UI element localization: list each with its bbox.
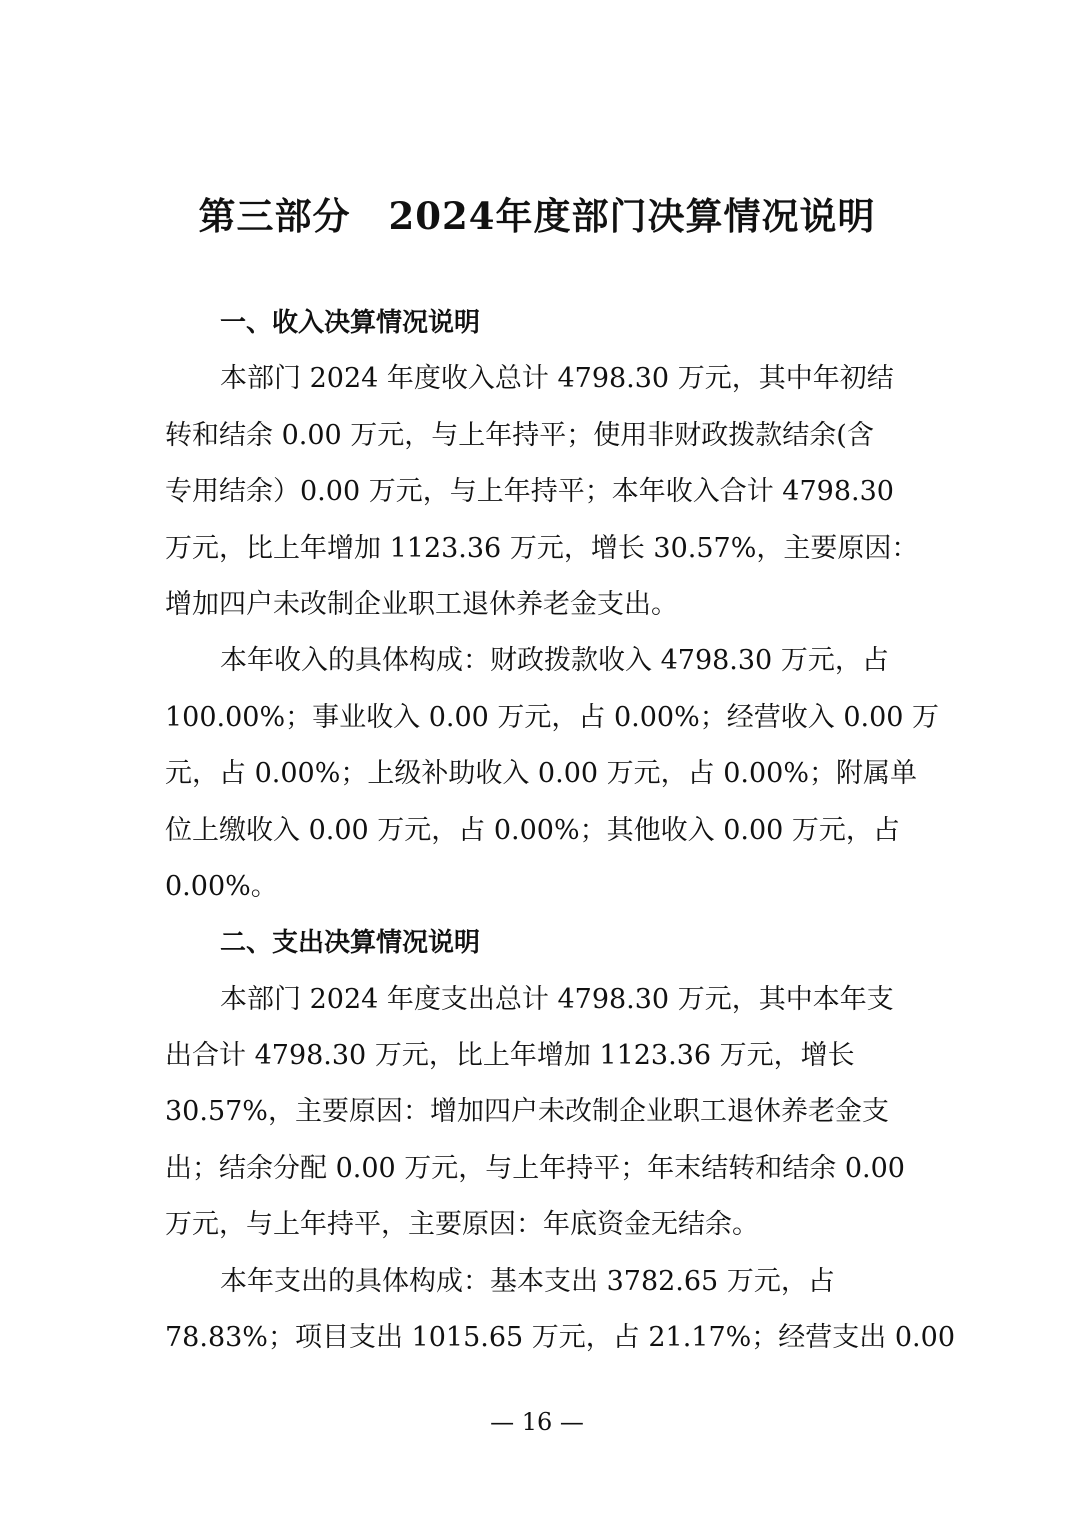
document-body (165, 295, 955, 1366)
text-line: 万元，与上年持平，主要原因：年底资金无结余。 (165, 1209, 759, 1241)
text-line: 增加四户未改制企业职工退休养老金支出。 (165, 588, 678, 620)
text-line: 转和结余 0.00 万元，与上年持平；使用非财政拨款结余(含 (165, 419, 874, 451)
paragraph-expenditure-summary (165, 972, 912, 1254)
section-heading-income: 一、收入决算情况说明 (220, 308, 481, 338)
text-line: 万元，比上年增加 1123.36 万元，增长 30.57%，主要原因： (165, 532, 919, 564)
paragraph-expenditure-composition (165, 1254, 955, 1367)
page-title: 第三部分 2024年度部门决算情况说明 (198, 194, 876, 238)
text-line: 0.00%。 (165, 870, 278, 902)
text-line: 本部门 2024 年度收入总计 4798.30 万元，其中年初结 (220, 363, 894, 395)
page-number: — 16 — (490, 1408, 584, 1436)
paragraph-income-composition (165, 633, 940, 915)
text-line: 出合计 4798.30 万元，比上年增加 1123.36 万元，增长 (165, 1040, 855, 1072)
text-line: 100.00%；事业收入 0.00 万元，占 0.00%；经营收入 0.00 万 (165, 701, 940, 733)
text-line: 元，占 0.00%；上级补助收入 0.00 万元，占 0.00%；附属单 (165, 758, 917, 790)
paragraph-income-summary (165, 351, 919, 633)
text-line: 本部门 2024 年度支出总计 4798.30 万元，其中本年支 (220, 983, 894, 1015)
text-line: 专用结余）0.00 万元，与上年持平；本年收入合计 4798.30 (165, 476, 894, 508)
text-line: 30.57%，主要原因：增加四户未改制企业职工退休养老金支 (165, 1096, 889, 1128)
text-line: 位上缴收入 0.00 万元，占 0.00%；其他收入 0.00 万元，占 (165, 814, 900, 846)
text-line: 本年支出的具体构成：基本支出 3782.65 万元，占 (220, 1265, 835, 1297)
text-line: 78.83%；项目支出 1015.65 万元，占 21.17%；经营支出 0.00 (165, 1322, 955, 1354)
section-heading-expenditure: 二、支出决算情况说明 (220, 928, 481, 959)
text-line: 本年收入的具体构成：财政拨款收入 4798.30 万元，占 (220, 645, 889, 677)
text-line: 出；结余分配 0.00 万元，与上年持平；年末结转和结余 0.00 (165, 1152, 905, 1184)
